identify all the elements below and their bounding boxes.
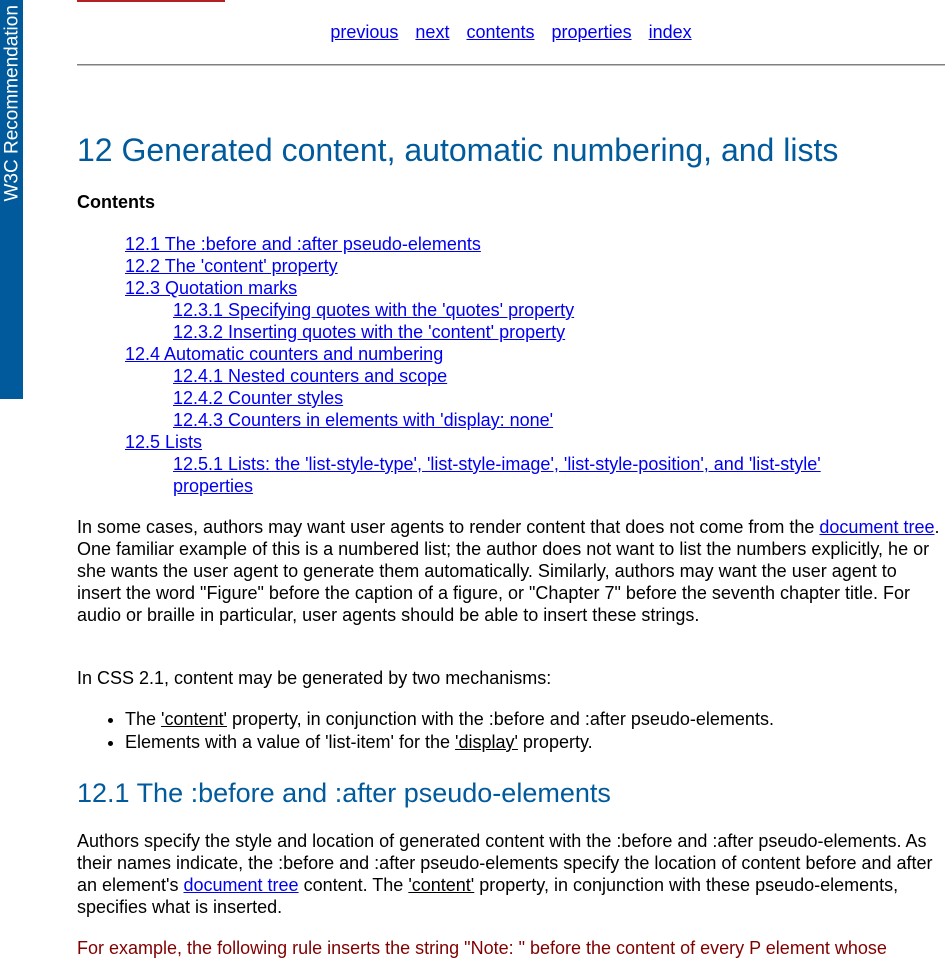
- toc-link-12-4-3[interactable]: 12.4.3 Counters in elements with 'display: none': [173, 410, 554, 430]
- toc-link-12-5-1[interactable]: 12.5.1 Lists: the 'list-style-type', 'list-style-image', 'list-style-position', and 'list-style' properties: [173, 454, 821, 496]
- toc-link-12-2[interactable]: 12.2 The 'content' property: [125, 256, 338, 276]
- toc-link-12-3[interactable]: 12.3 Quotation marks: [125, 278, 298, 298]
- toc-link-12-4-1[interactable]: 12.4.1 Nested counters and scope: [173, 366, 448, 386]
- nav-previous-link[interactable]: previous: [330, 22, 399, 42]
- pseudo-elements-paragraph: Authors specify the style and location of generated content with the :before and :after pseudo-elements. As their names indicate, the :before and :after pseudo-elements specify the location of content before and after an element's document tree content. The 'content' property, in conjunction with these pseudo-elements, specifies what is inserted.: [77, 831, 933, 917]
- badge-text: W3C Recommendation: [1, 5, 23, 202]
- w3c-recommendation-badge[interactable]: [0, 0, 23, 399]
- content-property-link[interactable]: 'content': [161, 709, 227, 729]
- document-tree-link[interactable]: document tree: [819, 517, 935, 537]
- content-property-link-2[interactable]: 'content': [408, 875, 475, 895]
- top-decorative-rule: [77, 0, 225, 2]
- toc-link-12-3-2[interactable]: 12.3.2 Inserting quotes with the 'content' property: [173, 322, 566, 342]
- intro-paragraph: In some cases, authors may want user agents to render content that does not come from the document tree. One familiar example of this is a numbered list; the author does not want to list the numbers explicitly, he or she wants the user agent to generate them automatically. Similarly, authors may want the user agent to insert the word "Figure" before the caption of a figure, or "Chapter 7" before the seventh chapter title. For audio or braille in particular, user agents should be able to insert these strings.: [77, 517, 940, 625]
- mechanisms-list: [77, 708, 925, 754]
- toc-link-12-4-2[interactable]: 12.4.2 Counter styles: [173, 388, 344, 408]
- contents-label: Contents: [77, 192, 155, 212]
- list-item: • The 'content' property, in conjunction with the :before and :after pseudo-elements.: [125, 708, 925, 730]
- document-tree-link-2[interactable]: document tree: [183, 875, 299, 895]
- toc-link-12-3-1[interactable]: 12.3.1 Specifying quotes with the 'quotes' property: [173, 300, 575, 320]
- list-item: • Elements with a value of 'list-item' for the 'display' property.: [125, 731, 925, 753]
- navigation-bar: [77, 21, 945, 43]
- toc-link-12-4[interactable]: 12.4 Automatic counters and numbering: [125, 344, 444, 364]
- nav-contents-link[interactable]: contents: [466, 22, 535, 42]
- toc-link-12-1[interactable]: 12.1 The :before and :after pseudo-elements: [125, 234, 481, 254]
- toc-link-12-5[interactable]: 12.5 Lists: [125, 432, 203, 452]
- horizontal-divider: [77, 64, 945, 66]
- nav-index-link[interactable]: index: [648, 22, 692, 42]
- nav-next-link[interactable]: next: [415, 22, 450, 42]
- example-paragraph: For example, the following rule inserts the string "Note: " before the content of every P element whose: [77, 938, 887, 958]
- page-title: 12 Generated content, automatic numbering, and lists: [77, 132, 839, 168]
- mechanisms-intro: In CSS 2.1, content may be generated by two mechanisms:: [77, 668, 552, 688]
- table-of-contents: [125, 233, 915, 497]
- display-property-link[interactable]: 'display': [455, 732, 518, 752]
- nav-properties-link[interactable]: properties: [551, 22, 632, 42]
- section-heading: 12.1 The :before and :after pseudo-elements: [77, 778, 611, 808]
